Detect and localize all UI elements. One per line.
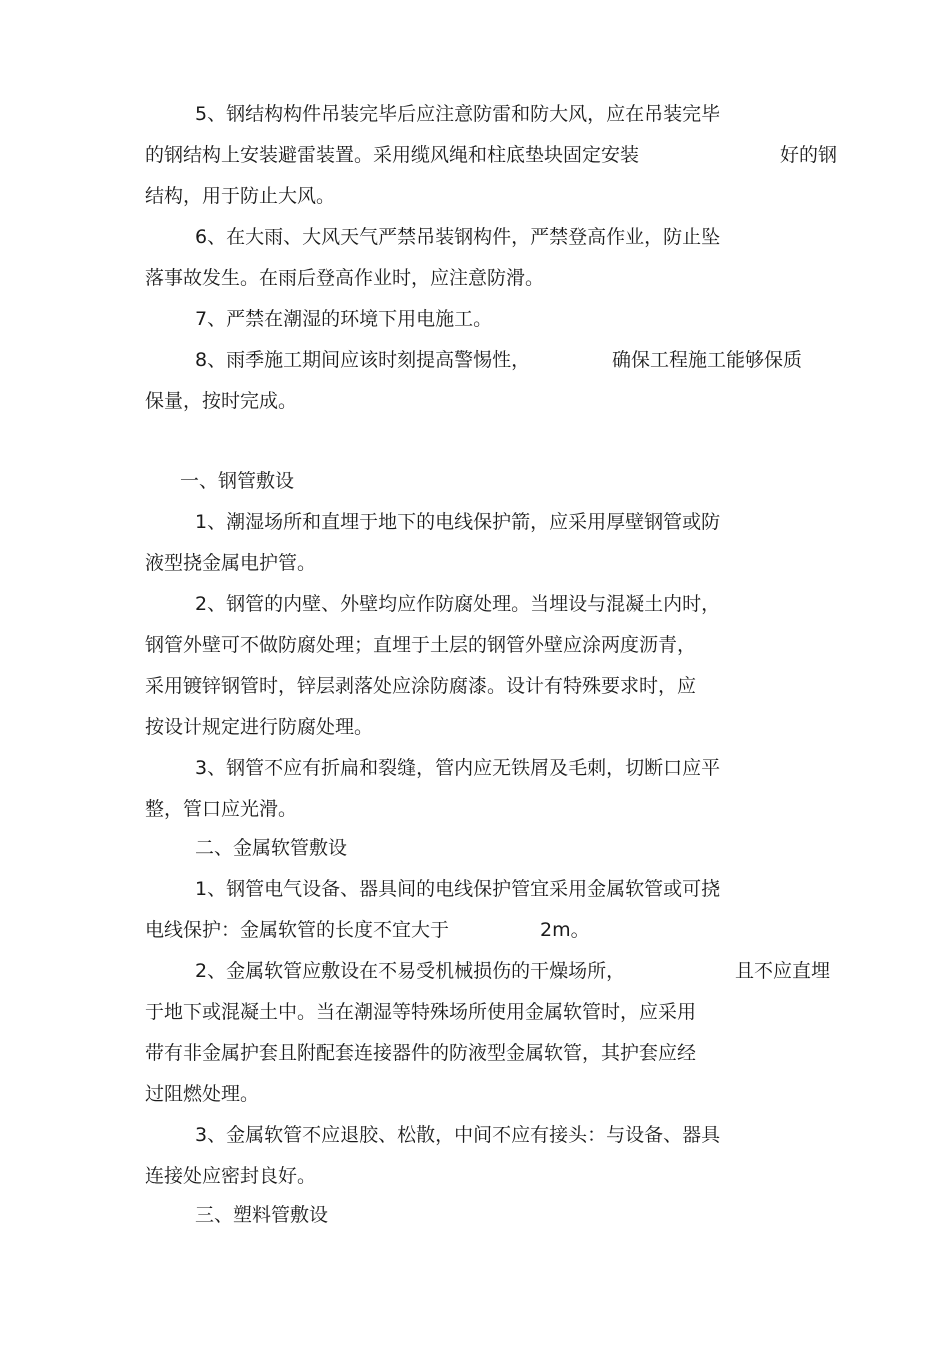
paragraph-line: 带有非金属护套且附配套连接器件的防液型金属软管，其护套应经 [145,1042,697,1064]
paragraph-line: 3、钢管不应有折扁和裂缝，管内应无铁屑及毛刺，切断口应平 [195,757,721,779]
paragraph-line: 好的钢 [780,144,838,166]
paragraph-line: 确保工程施工能够保质 [612,349,803,371]
paragraph-line: 结构，用于防止大风。 [145,185,336,207]
paragraph-line: 且不应直埋 [735,960,831,982]
paragraph-line: 于地下或混凝土中。当在潮湿等特殊场所使用金属软管时，应采用 [145,1001,697,1023]
paragraph-line: 采用镀锌钢管时，锌层剥落处应涂防腐漆。设计有特殊要求时，应 [145,675,697,697]
paragraph-line: 2、金属软管应敷设在不易受机械损伤的干燥场所， [195,960,626,982]
paragraph-line: 6、在大雨、大风天气严禁吊装钢构件，严禁登高作业，防止坠 [195,226,721,248]
paragraph-line: 7、严禁在潮湿的环境下用电施工。 [195,308,493,330]
paragraph-line: 钢管外壁可不做防腐处理；直埋于土层的钢管外壁应涂两度沥青， [145,634,697,656]
paragraph-line: 的钢结构上安装避雷装置。采用缆风绳和柱底垫块固定安装 [145,144,640,166]
paragraph-line: 过阻燃处理。 [145,1083,260,1105]
paragraph-line: 2m。 [540,919,590,941]
paragraph-line: 1、潮湿场所和直埋于地下的电线保护箭，应采用厚壁钢管或防 [195,511,721,533]
paragraph-line: 3、金属软管不应退胶、松散，中间不应有接头：与设备、器具 [195,1124,721,1146]
paragraph-line: 保量，按时完成。 [145,390,298,412]
paragraph-line: 液型挠金属电护管。 [145,552,317,574]
paragraph-line: 落事故发生。在雨后登高作业时，应注意防滑。 [145,267,545,289]
paragraph-line: 2、钢管的内壁、外壁均应作防腐处理。当埋设与混凝土内时， [195,593,721,615]
paragraph-line: 连接处应密封良好。 [145,1165,317,1187]
paragraph-line: 1、钢管电气设备、器具间的电线保护管宜采用金属软管或可挠 [195,878,721,900]
section-heading: 一、钢管敷设 [180,470,295,492]
paragraph-line: 8、雨季施工期间应该时刻提高警惕性， [195,349,531,371]
paragraph-line: 电线保护：金属软管的长度不宜大于 [145,919,450,941]
paragraph-line: 5、钢结构构件吊装完毕后应注意防雷和防大风，应在吊装完毕 [195,103,721,125]
section-heading: 二、金属软管敷设 [195,837,348,859]
section-heading: 三、塑料管敷设 [195,1204,329,1226]
paragraph-line: 按设计规定进行防腐处理。 [145,716,374,738]
paragraph-line: 整，管口应光滑。 [145,798,298,820]
